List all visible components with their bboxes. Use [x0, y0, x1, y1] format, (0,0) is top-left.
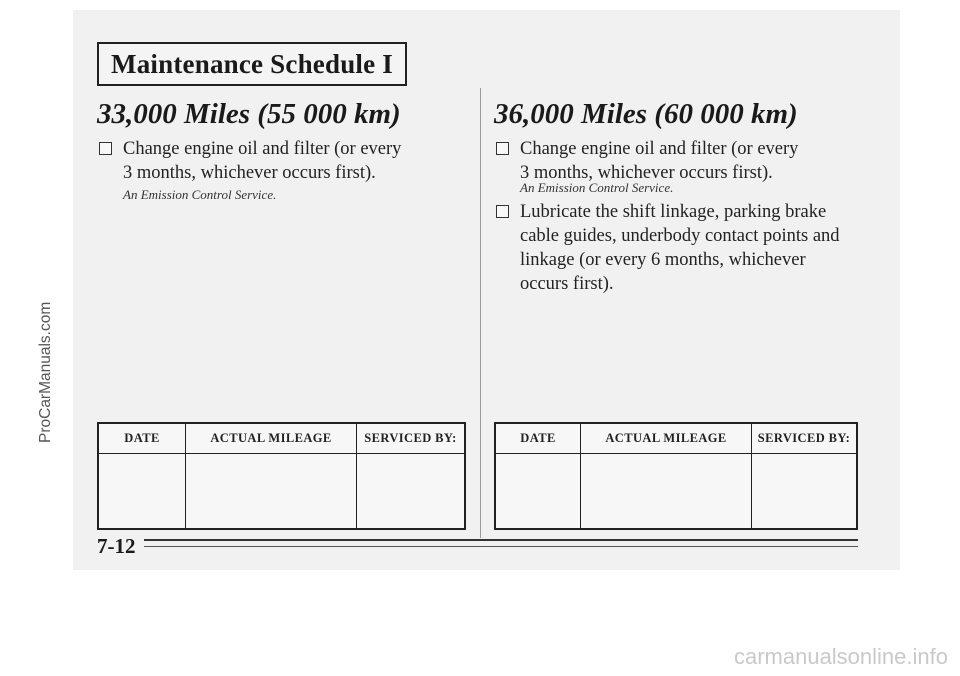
item-line: linkage (or every 6 months, whichever	[520, 250, 806, 270]
checkbox-icon[interactable]	[496, 142, 509, 155]
serviced-by-cell[interactable]	[357, 454, 466, 530]
left-mileage-heading: 33,000 Miles (55 000 km)	[97, 98, 401, 130]
section-title: Maintenance Schedule I	[97, 42, 407, 86]
left-emission-note: An Emission Control Service.	[123, 187, 277, 202]
bottom-watermark: carmanualsonline.info	[733, 644, 948, 669]
item-line: cable guides, underbody contact points and	[520, 226, 840, 246]
actual-mileage-cell[interactable]	[581, 454, 752, 530]
item-line: 3 months, whichever occurs first).	[520, 163, 773, 183]
date-header: DATE	[495, 423, 581, 454]
footer-rule	[144, 546, 858, 547]
date-header: DATE	[98, 423, 186, 454]
left-service-log-table	[97, 422, 466, 530]
serviced-by-header: SERVICED BY:	[357, 423, 466, 454]
item-line: 3 months, whichever occurs first).	[123, 163, 376, 183]
page-number: 7-12	[97, 534, 136, 558]
serviced-by-header: SERVICED BY:	[752, 423, 858, 454]
item-line: Lubricate the shift linkage, parking brake	[520, 202, 827, 222]
actual-mileage-header: ACTUAL MILEAGE	[581, 423, 752, 454]
date-cell[interactable]	[98, 454, 186, 530]
right-checklist-item-oil	[494, 137, 864, 185]
right-emission-note: An Emission Control Service.	[520, 180, 674, 195]
left-checklist-item-oil	[97, 137, 457, 185]
right-mileage-heading: 36,000 Miles (60 000 km)	[494, 98, 798, 130]
item-line: Change engine oil and filter (or every	[123, 139, 402, 159]
item-line: occurs first).	[520, 274, 614, 294]
column-divider	[480, 88, 481, 538]
right-checklist-item-lubricate	[494, 200, 864, 296]
checkbox-icon[interactable]	[99, 142, 112, 155]
side-watermark: ProCarManuals.com	[37, 301, 54, 443]
right-service-log-table	[494, 422, 858, 530]
footer-rule	[144, 539, 858, 541]
item-line: Change engine oil and filter (or every	[520, 139, 799, 159]
actual-mileage-cell[interactable]	[186, 454, 357, 530]
checkbox-icon[interactable]	[496, 205, 509, 218]
serviced-by-cell[interactable]	[752, 454, 858, 530]
date-cell[interactable]	[495, 454, 581, 530]
actual-mileage-header: ACTUAL MILEAGE	[186, 423, 357, 454]
